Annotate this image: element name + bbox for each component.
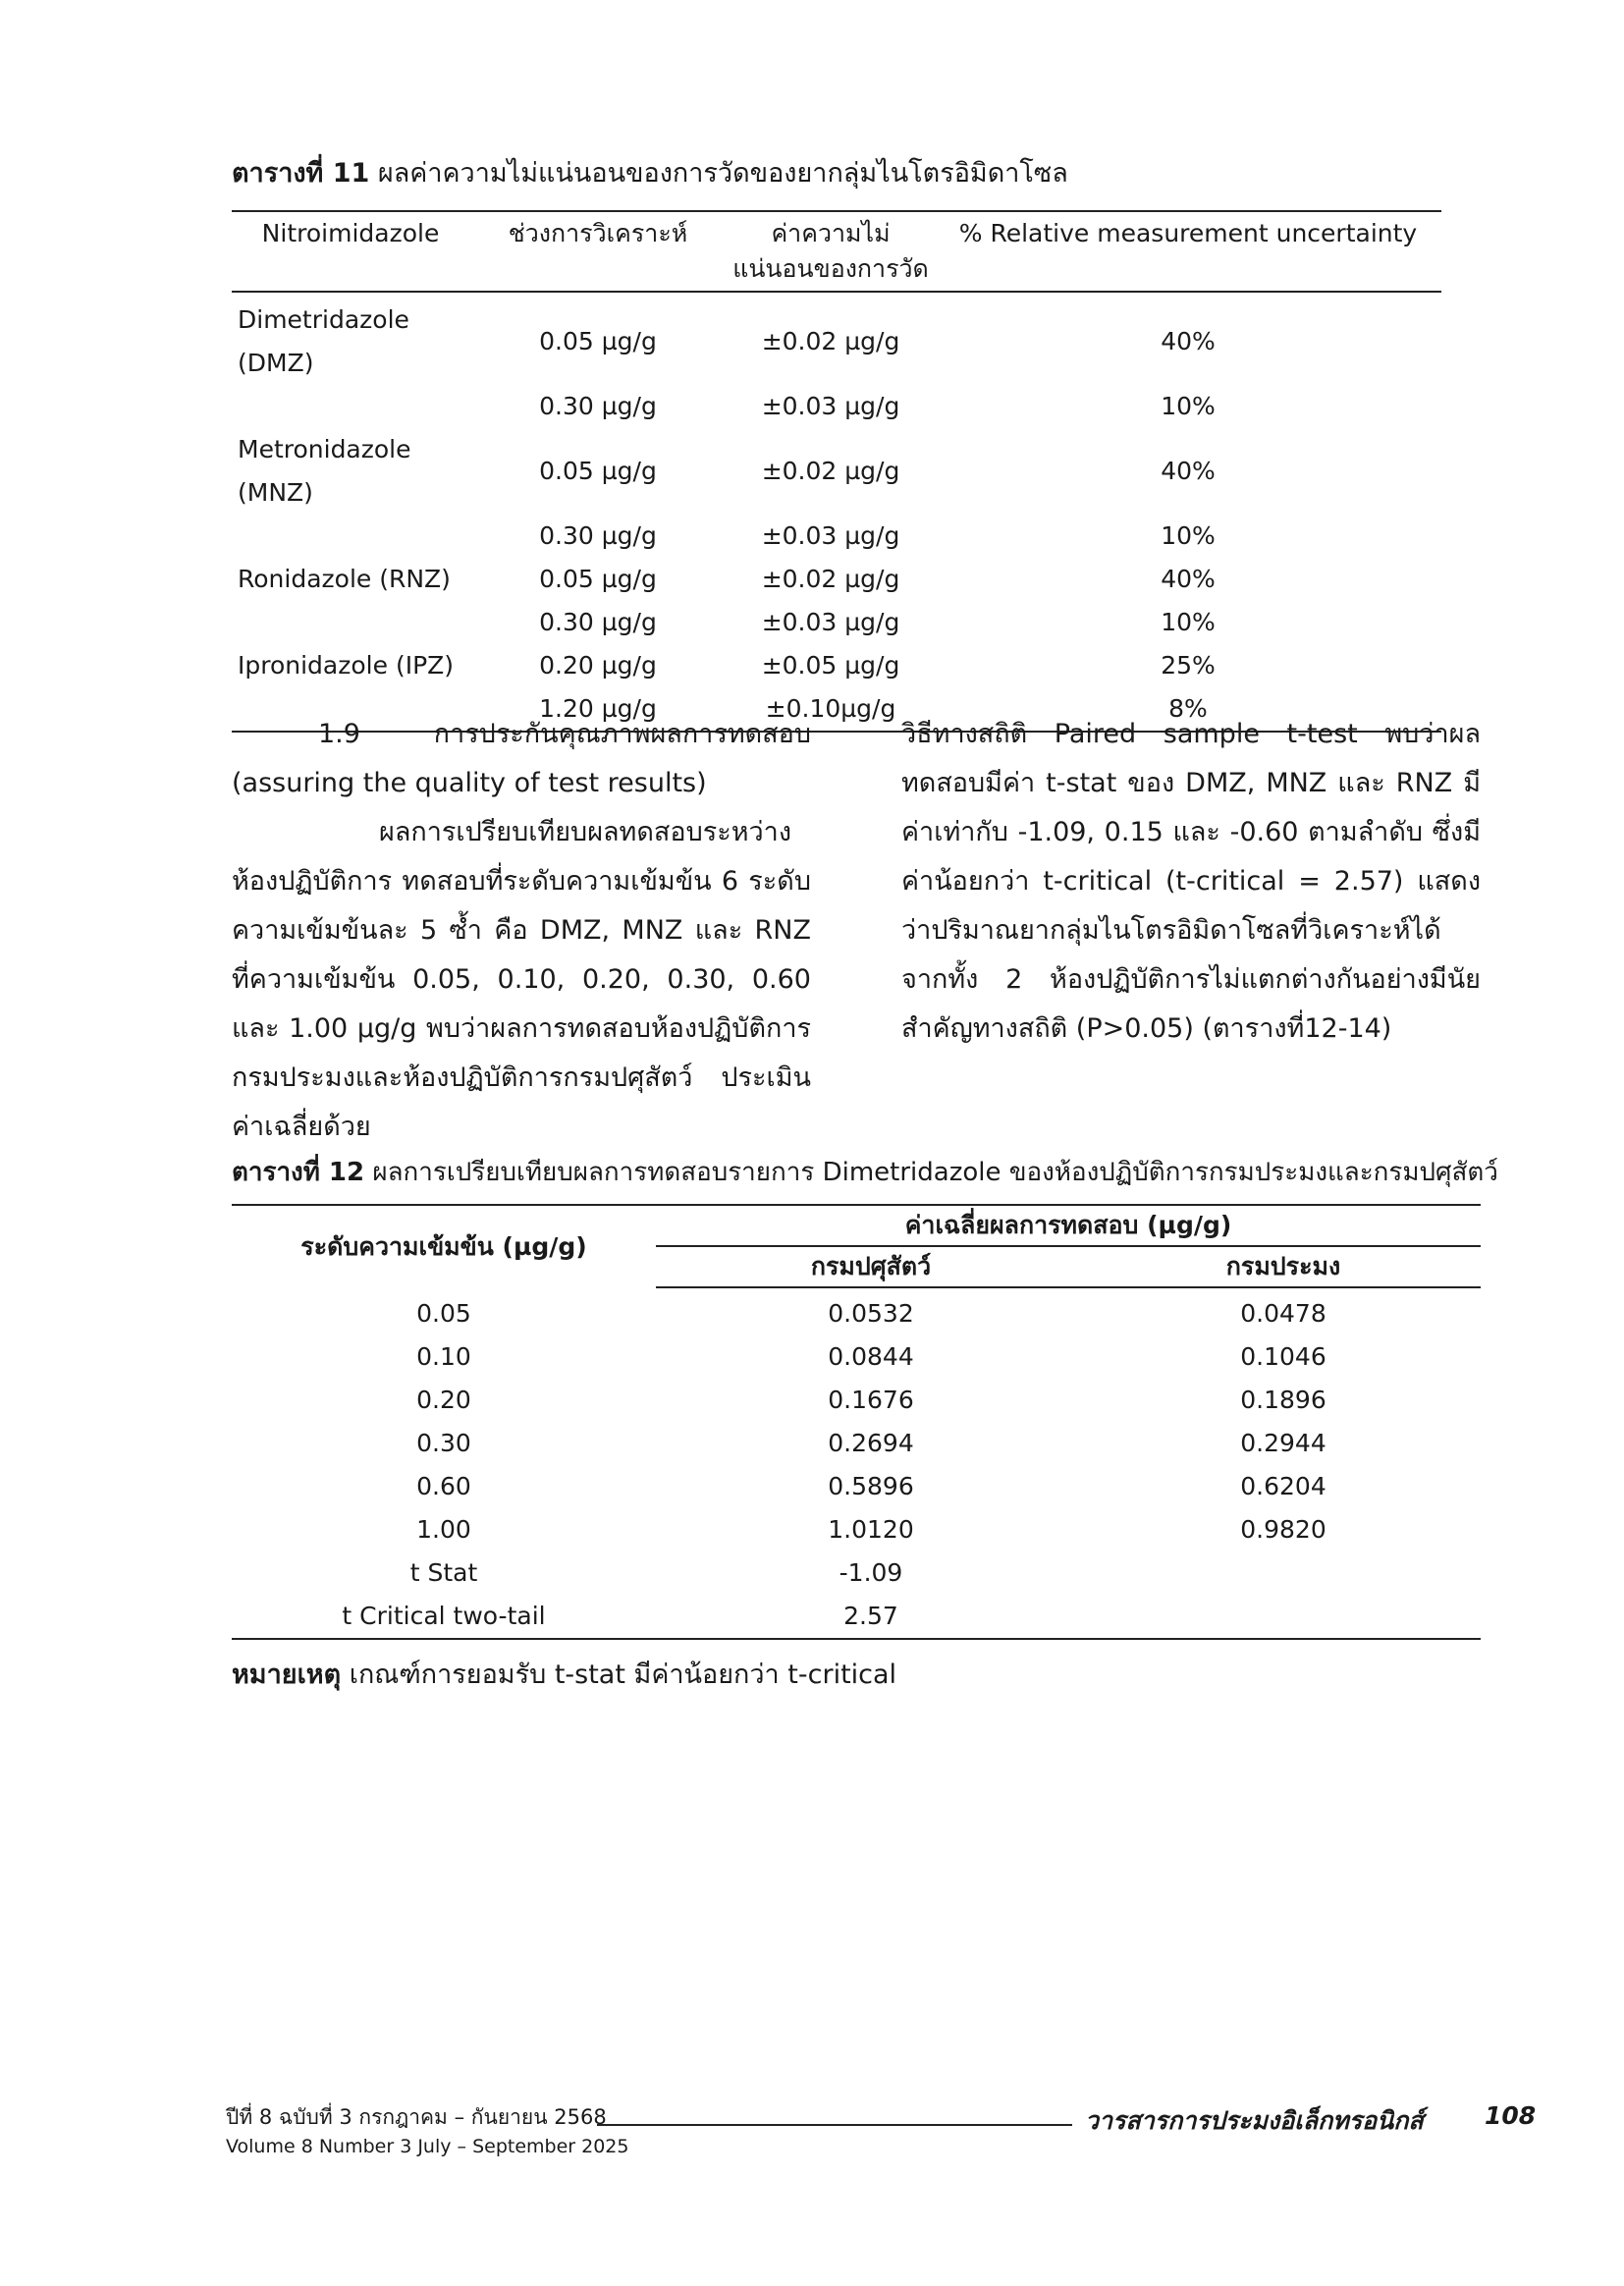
table-cell: 0.2694 (828, 1429, 914, 1457)
table-cell: 0.1896 (1240, 1386, 1326, 1414)
table-cell: 0.05 µg/g (539, 327, 657, 355)
table-cell: Dimetridazole (DMZ) (238, 305, 409, 377)
table-cell: ±0.05 µg/g (761, 651, 900, 680)
table-cell: ±0.02 µg/g (761, 457, 900, 485)
table-12-header-row (232, 1205, 1481, 1246)
table-12-header-col2: กรมประมง (1086, 1246, 1481, 1287)
table-cell: 2.57 (656, 1595, 1086, 1639)
footer-issue-thai: ปีที่ 8 ฉบับที่ 3 กรกฎาคม – กันยายน 2568 (226, 2105, 607, 2129)
table-row (232, 1595, 1481, 1639)
table-cell: 40% (1161, 457, 1216, 485)
footer-journal-name: วารสารการประมงอิเล็กทรอนิกส์ (1085, 2106, 1424, 2135)
table-12-header-col1: กรมปศุสัตว์ (656, 1246, 1086, 1287)
table-cell: 0.2944 (1240, 1429, 1326, 1457)
table-11-header-cell: % Relative measurement uncertainty (958, 219, 1418, 247)
table-cell: Ipronidazole (IPZ) (238, 651, 455, 680)
table-cell: 1.00 (416, 1515, 471, 1544)
table-row (232, 558, 1441, 601)
table-cell: ±0.03 µg/g (761, 392, 900, 420)
table-cell: 0.05 µg/g (539, 565, 657, 593)
table-row (232, 1465, 1481, 1508)
table-cell: 0.6204 (1240, 1472, 1326, 1500)
table-cell: 0.1046 (1240, 1342, 1326, 1371)
body-left-column (232, 710, 811, 1152)
table-12-title: ผลการเปรียบเทียบผลการทดสอบรายการ Dimetridazole ของห้องปฏิบัติการกรมประมงและกรมปศุสัตว์ (364, 1158, 1498, 1187)
table-cell: 8% (935, 687, 1441, 732)
section-heading: 1.9 การประกันคุณภาพผลการทดสอบ (assuring the quality of test results) (232, 719, 811, 798)
table-cell: 0.0478 (1240, 1299, 1326, 1328)
table-cell (232, 385, 469, 428)
table-11-header-cell: ค่าความไม่แน่นอนของการวัด (732, 219, 929, 283)
table-cell: 1.0120 (828, 1515, 914, 1544)
table-cell: ±0.10µg/g (727, 687, 935, 732)
table-row (232, 428, 1441, 515)
table-11-header-cell: Nitroimidazole (261, 219, 440, 247)
table-cell: 0.9820 (1240, 1515, 1326, 1544)
table-cell: 0.60 (416, 1472, 471, 1500)
table-row (232, 515, 1441, 558)
table-cell: 10% (1161, 521, 1216, 550)
table-cell: 40% (1161, 327, 1216, 355)
table-row (232, 1551, 1481, 1595)
table-11-label: ตารางที่ 11 (232, 158, 370, 189)
table-11-header-cell: ช่วงการวิเคราะห์ (508, 219, 688, 247)
table-cell: 0.05 (416, 1298, 471, 1328)
table-cell: 1.20 µg/g (469, 687, 727, 732)
table-12-header-group: ค่าเฉลี่ยผลการทดสอบ (µg/g) (656, 1205, 1481, 1246)
table-cell: 0.20 (416, 1386, 471, 1414)
table-row (232, 601, 1441, 644)
table-12-body (232, 1287, 1481, 1639)
body-paragraph: ผลการเปรียบเทียบผลทดสอบระหว่างห้องปฏิบัติการ ทดสอบที่ระดับความเข้มข้น 6 ระดับ ความเข้มข้นละ 5 ซ้ำ คือ DMZ, MNZ และ RNZ ที่ความเข้มข้น 0.05, 0.10, 0.20, 0.30, 0.60 และ 1.00 µg/g พบว่าผลการทดสอบห้องปฏิบัติการ กรมประมงและห้องปฏิบัติการกรมปศุสัตว์ ประเมินค่าเฉลี่ยด้วย (232, 817, 811, 1142)
table-cell: 0.30 (416, 1429, 471, 1457)
table-11-header-row (232, 211, 1441, 292)
footer-issue-en: Volume 8 Number 3 July – September 2025 (226, 2136, 629, 2157)
table-cell: 0.5896 (828, 1472, 914, 1500)
table-row (232, 1508, 1481, 1551)
table-cell: ±0.03 µg/g (761, 521, 900, 550)
table-cell: t Critical two-tail (232, 1595, 656, 1639)
table-row (232, 1379, 1481, 1422)
table-cell: 0.30 µg/g (539, 392, 657, 420)
table-cell: 40% (1161, 565, 1216, 593)
table-row (232, 1335, 1481, 1379)
table-row (232, 644, 1441, 687)
table-11-caption (232, 151, 1068, 193)
table-cell: 0.1676 (828, 1386, 914, 1414)
table-12-label: ตารางที่ 12 (232, 1158, 365, 1187)
table-cell: 0.05 µg/g (539, 457, 657, 485)
table-row (232, 385, 1441, 428)
table-cell (1086, 1551, 1481, 1595)
table-cell: 0.10 (416, 1342, 471, 1371)
table-11 (232, 210, 1441, 733)
body-paragraph: วิธีทางสถิติ Paired sample t-test พบว่าผลทดสอบมีค่า t-stat ของ DMZ, MNZ และ RNZ มีค่าเท่ากับ -1.09, 0.15 และ -0.60 ตามลำดับ ซึ่งมีค่าน้อยกว่า t-critical (t-critical = 2.57) แสดงว่าปริมาณยากลุ่มไนโตรอิมิดาโซลที่วิเคราะห์ได้จากทั้ง 2 ห้องปฏิบัติการไม่แตกต่างกันอย่างมีนัยสำคัญทางสถิติ (P>0.05) (ตารางที่12-14) (901, 719, 1481, 1044)
body-right-column (901, 710, 1481, 1054)
table-cell: 10% (1161, 608, 1216, 636)
table-cell: ±0.03 µg/g (761, 608, 900, 636)
table-12-note (232, 1653, 896, 1695)
table-cell: ±0.02 µg/g (761, 327, 900, 355)
table-cell: 25% (1161, 651, 1216, 680)
table-row (232, 292, 1441, 385)
table-cell: 0.20 µg/g (539, 651, 657, 680)
table-cell: 0.0532 (828, 1299, 914, 1328)
note-text: เกณฑ์การยอมรับ t-stat มีค่าน้อยกว่า t-critical (341, 1660, 897, 1690)
table-12 (232, 1204, 1481, 1640)
table-12-header-level: ระดับความเข้มข้น (µg/g) (300, 1231, 587, 1261)
table-cell: ±0.02 µg/g (761, 565, 900, 593)
table-cell: Ronidazole (RNZ) (238, 565, 451, 593)
table-11-title: ผลค่าความไม่แน่นอนของการวัดของยากลุ่มไนโตรอิมิดาโซล (369, 158, 1068, 189)
table-cell: -1.09 (839, 1558, 903, 1587)
table-cell: t Stat (409, 1558, 478, 1587)
table-cell: 0.30 µg/g (539, 521, 657, 550)
table-cell: 0.30 µg/g (539, 608, 657, 636)
page-number: 108 (1485, 2101, 1537, 2130)
table-12-caption (232, 1152, 1498, 1192)
table-cell: Metronidazole (MNZ) (238, 435, 411, 507)
table-cell: 10% (1161, 392, 1216, 420)
table-11-body (232, 292, 1441, 732)
table-cell (232, 515, 469, 558)
footer-rule (597, 2124, 1072, 2126)
table-cell (1086, 1595, 1481, 1639)
table-cell: 0.0844 (828, 1342, 914, 1371)
table-cell (232, 601, 469, 644)
table-row (232, 1287, 1481, 1335)
table-row (232, 1422, 1481, 1465)
note-label: หมายเหตุ (232, 1660, 342, 1690)
